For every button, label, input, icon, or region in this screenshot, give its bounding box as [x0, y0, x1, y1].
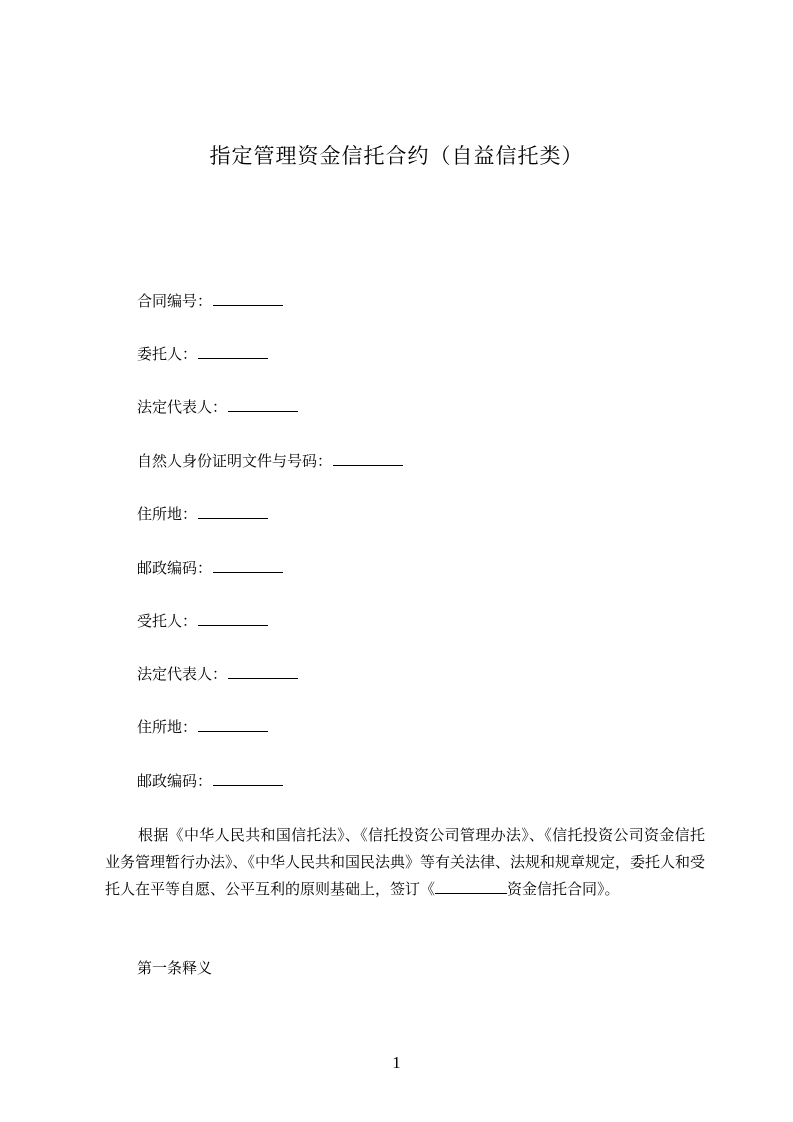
document-title: 指定管理资金信托合约（自益信托类）: [209, 144, 584, 168]
field-label: 受托人：: [137, 612, 198, 630]
field-trustee: [137, 610, 268, 632]
blank-line: [198, 504, 268, 519]
blank-line: [333, 451, 403, 466]
blank-line: [213, 558, 283, 573]
field-trustor: [137, 343, 268, 365]
preamble-text-end: 资金信托合同》。: [507, 880, 620, 898]
blank-line: [198, 717, 268, 732]
preamble-text: 根据《中华人民共和国信托法》、《信托投资公司管理办法》、《信托投资公司资金信托业务管理暂行办法》、《中华人民共和国民法典》等有关法律、法规和规章规定，委托人和受托人在平等自愿、公平互利的原则基础上，签订《: [105, 826, 706, 898]
field-trustor-address: [137, 503, 268, 525]
field-id-document: [137, 450, 403, 472]
section-heading: 第一条释义: [137, 959, 213, 977]
field-label: 法定代表人：: [137, 398, 228, 416]
field-label: 法定代表人：: [137, 665, 228, 683]
page-number: 1: [392, 1053, 401, 1072]
field-label: 住所地：: [137, 505, 198, 523]
field-contract-number: [137, 290, 283, 312]
field-trustor-legal-rep: [137, 396, 298, 418]
field-trustor-postal-code: [137, 557, 283, 579]
field-label: 自然人身份证明文件与号码：: [137, 452, 333, 470]
field-trustee-postal-code: [137, 770, 283, 792]
field-label: 住所地：: [137, 718, 198, 736]
field-trustee-address: [137, 716, 268, 738]
blank-line: [198, 344, 268, 359]
blank-line: [228, 397, 298, 412]
blank-line: [213, 291, 283, 306]
blank-line: [213, 771, 283, 786]
field-label: 合同编号：: [137, 292, 213, 310]
blank-line: [228, 664, 298, 679]
field-label: 邮政编码：: [137, 559, 213, 577]
field-label: 委托人：: [137, 345, 198, 363]
field-label: 邮政编码：: [137, 772, 213, 790]
blank-line: [198, 611, 268, 626]
preamble-paragraph: [105, 822, 705, 903]
blank-line: [435, 879, 507, 894]
field-trustee-legal-rep: [137, 663, 298, 685]
